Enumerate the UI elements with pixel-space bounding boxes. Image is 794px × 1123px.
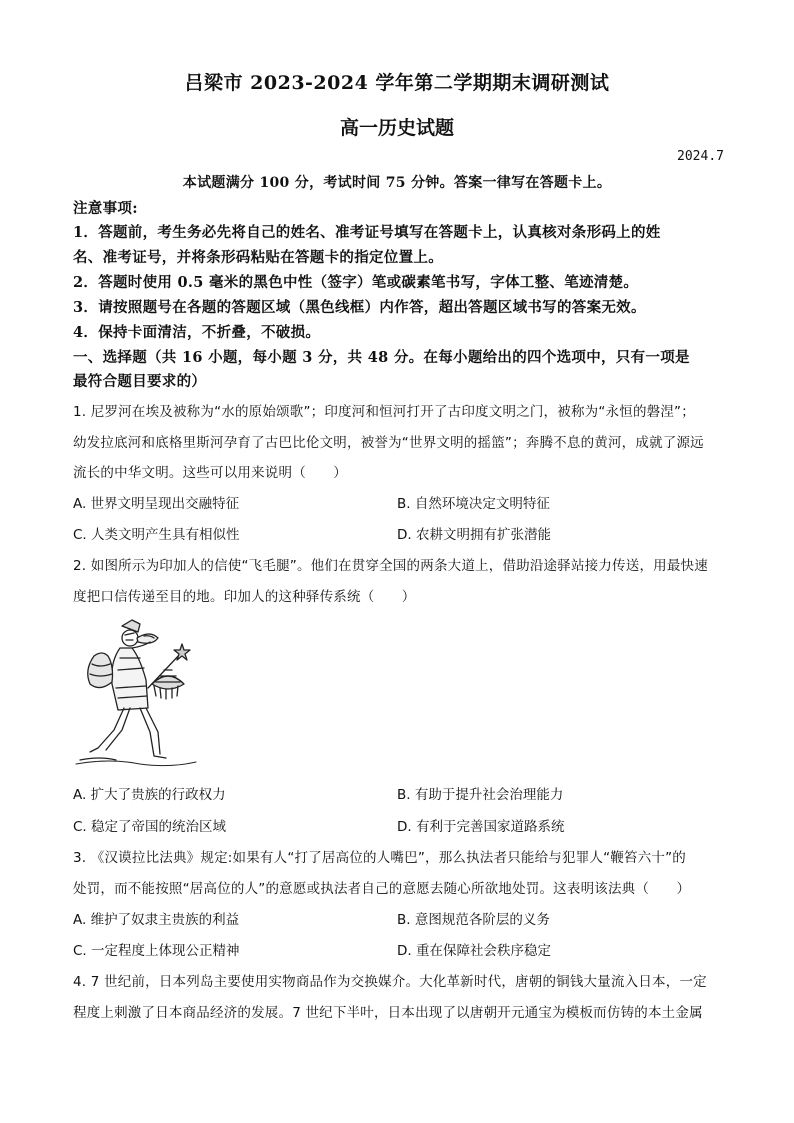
- question-1-text: 幼发拉底河和底格里斯河孕育了古巴比伦文明，被誉为“世界文明的摇篮”；奔腾不息的黄河，成就了源远: [73, 435, 704, 451]
- exam-date: 2024.7: [677, 149, 724, 164]
- note-item: 2．答题时使用 0.5 毫米的黑色中性（签字）笔或碳素笔书写，字体工整、笔迹清楚。: [73, 274, 639, 291]
- question-1-option-b: B. 自然环境决定文明特征: [397, 496, 550, 512]
- note-item: 3．请按照题号在各题的答题区域（黑色线框）内作答，超出答题区域书写的答案无效。: [73, 299, 646, 316]
- exam-instructions: 本试题满分 100 分，考试时间 75 分钟。答案一律写在答题卡上。: [182, 175, 612, 191]
- question-3-option-b: B. 意图规范各阶层的义务: [397, 912, 550, 928]
- inca-messenger-illustration: [70, 618, 200, 768]
- question-4-text: 程度上刺激了日本商品经济的发展。7 世纪下半叶，日本出现了以唐朝开元通宝为模板而仿铸的本土金属: [73, 1005, 703, 1021]
- question-1-text: 流长的中华文明。这些可以用来说明（ ）: [73, 465, 347, 481]
- note-item: 名、准考证号，并将条形码粘贴在答题卡的指定位置上。: [73, 249, 443, 266]
- question-3-option-c: C. 一定程度上体现公正精神: [73, 943, 240, 959]
- question-4-text: 4. 7 世纪前，日本列岛主要使用实物商品作为交换媒介。大化革新时代，唐朝的铜钱大量流入日本，一定: [73, 974, 707, 990]
- question-2-option-c: C. 稳定了帝国的统治区域: [73, 819, 227, 835]
- notes-heading: 注意事项:: [73, 200, 138, 217]
- question-3-option-a: A. 维护了奴隶主贵族的利益: [73, 912, 240, 928]
- question-2-text: 度把口信传递至目的地。印加人的这种驿传系统（ ）: [73, 589, 416, 605]
- exam-title: 吕梁市 2023-2024 学年第二学期期末调研测试: [184, 72, 610, 94]
- section-heading-cont: 最符合题目要求的）: [73, 373, 207, 390]
- question-1-option-c: C. 人类文明产生具有相似性: [73, 527, 240, 543]
- note-item: 1．答题前，考生务必先将自己的姓名、准考证号填写在答题卡上，认真核对条形码上的姓: [73, 224, 661, 241]
- question-3-text: 3. 《汉谟拉比法典》规定:如果有人“打了居高位的人嘴巴”，那么执法者只能给与犯罪人“鞭笞六十”的: [73, 850, 686, 866]
- question-1-option-d: D. 农耕文明拥有扩张潜能: [397, 527, 551, 543]
- exam-subtitle: 高一历史试题: [339, 117, 454, 139]
- question-2-option-d: D. 有利于完善国家道路系统: [397, 819, 565, 835]
- question-2-text: 2. 如图所示为印加人的信使“飞毛腿”。他们在贯穿全国的两条大道上，借助沿途驿站接力传送，用最快速: [73, 558, 708, 574]
- question-2-option-b: B. 有助于提升社会治理能力: [397, 787, 564, 803]
- question-2-option-a: A. 扩大了贵族的行政权力: [73, 787, 226, 803]
- question-1-text: 1. 尼罗河在埃及被称为“水的原始颂歌”；印度河和恒河打开了古印度文明之门，被称为“永恒的磐涅”；: [73, 404, 695, 420]
- section-heading: 一、选择题（共 16 小题，每小题 3 分，共 48 分。在每小题给出的四个选项中，只有一项是: [73, 349, 690, 366]
- question-1-option-a: A. 世界文明呈现出交融特征: [73, 496, 240, 512]
- note-item: 4．保持卡面清洁，不折叠，不破损。: [73, 324, 321, 341]
- question-3-text: 处罚，而不能按照“居高位的人”的意愿或执法者自己的意愿去随心所欲地处罚。这表明该法典（ ）: [73, 881, 691, 897]
- question-3-option-d: D. 重在保障社会秩序稳定: [397, 943, 551, 959]
